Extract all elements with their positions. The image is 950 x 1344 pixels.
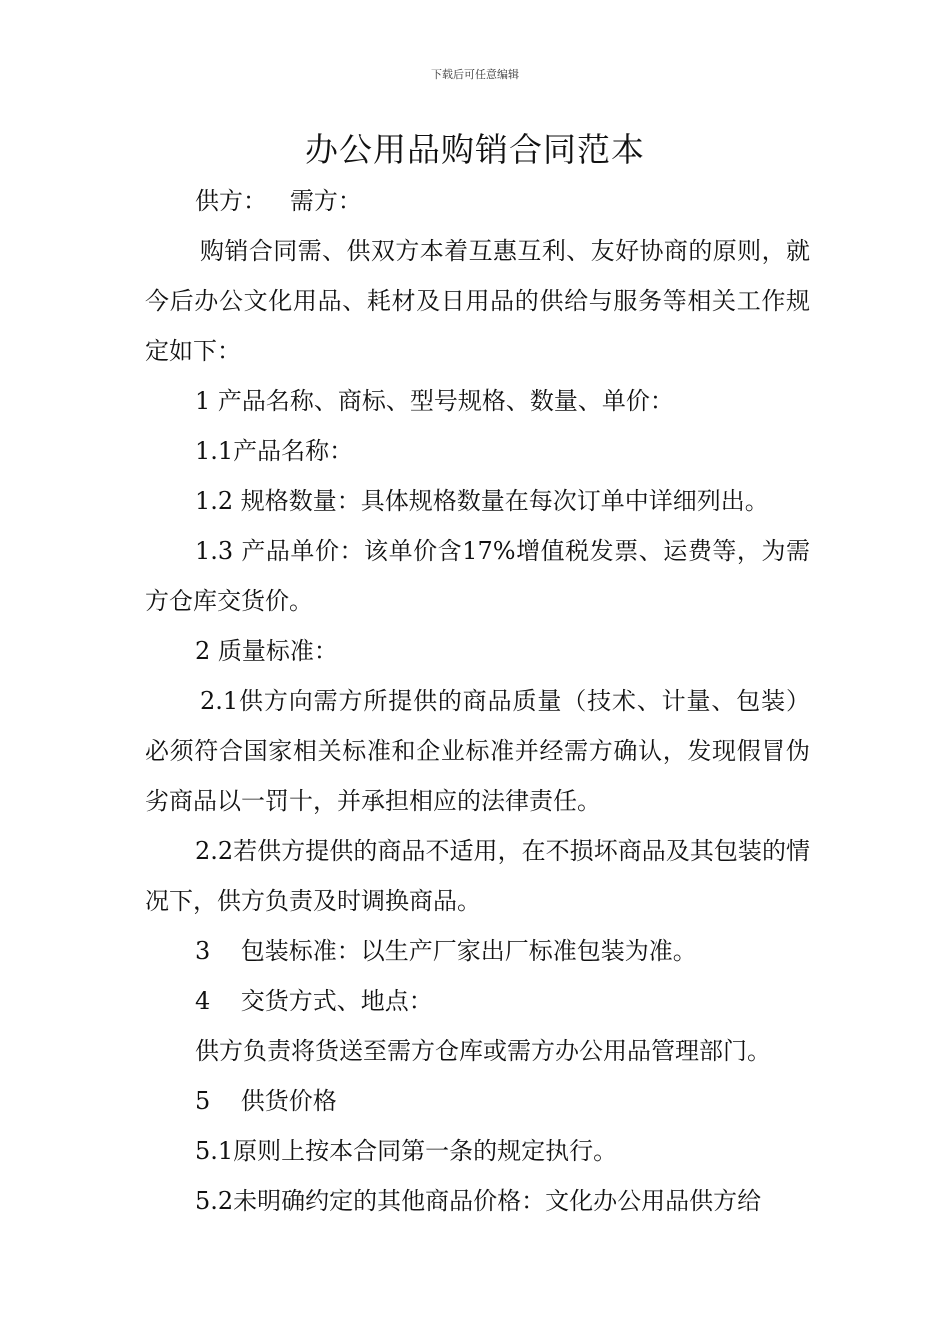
- clause-4-heading: 4 交货方式、地点：: [195, 987, 433, 1015]
- clause-5-1: 5.1原则上按本合同第一条的规定执行。: [195, 1137, 618, 1165]
- parties-line: 供方： 需方：: [195, 187, 362, 215]
- document-title: 办公用品购销合同范本: [305, 130, 645, 169]
- clause-5-heading: 5 供货价格: [195, 1087, 337, 1115]
- clause-2-heading: 2 质量标准：: [195, 637, 338, 665]
- clause-1-heading: 1 产品名称、商标、型号规格、数量、单价：: [195, 387, 674, 415]
- clause-4-body: 供方负责将货送至需方仓库或需方办公用品管理部门。: [195, 1037, 771, 1065]
- intro-paragraph: 购销合同需、供双方本着互惠互利、友好协商的原则，就今后办公文化用品、耗材及日用品的供给与服务等相关工作规定如下：: [145, 237, 810, 365]
- clause-3: 3 包装标准：以生产厂家出厂标准包装为准。: [195, 937, 697, 965]
- clause-2-1: 2.1供方向需方所提供的商品质量（技术、计量、包装）必须符合国家相关标准和企业标准并经需方确认，发现假冒伪劣商品以一罚十，并承担相应的法律责任。: [145, 687, 810, 815]
- header-note: 下载后可任意编辑: [431, 68, 519, 81]
- clause-1-1: 1.1产品名称：: [195, 437, 354, 465]
- clause-2-2: 2.2若供方提供的商品不适用，在不损坏商品及其包装的情况下，供方负责及时调换商品。: [145, 837, 810, 915]
- clause-1-3: 1.3 产品单价：该单价含17%增值税发票、运费等，为需方仓库交货价。: [145, 537, 810, 615]
- clause-1-2: 1.2 规格数量：具体规格数量在每次订单中详细列出。: [195, 487, 769, 515]
- clause-5-2: 5.2未明确约定的其他商品价格：文化办公用品供方给: [195, 1187, 762, 1215]
- document-body: [145, 176, 810, 1226]
